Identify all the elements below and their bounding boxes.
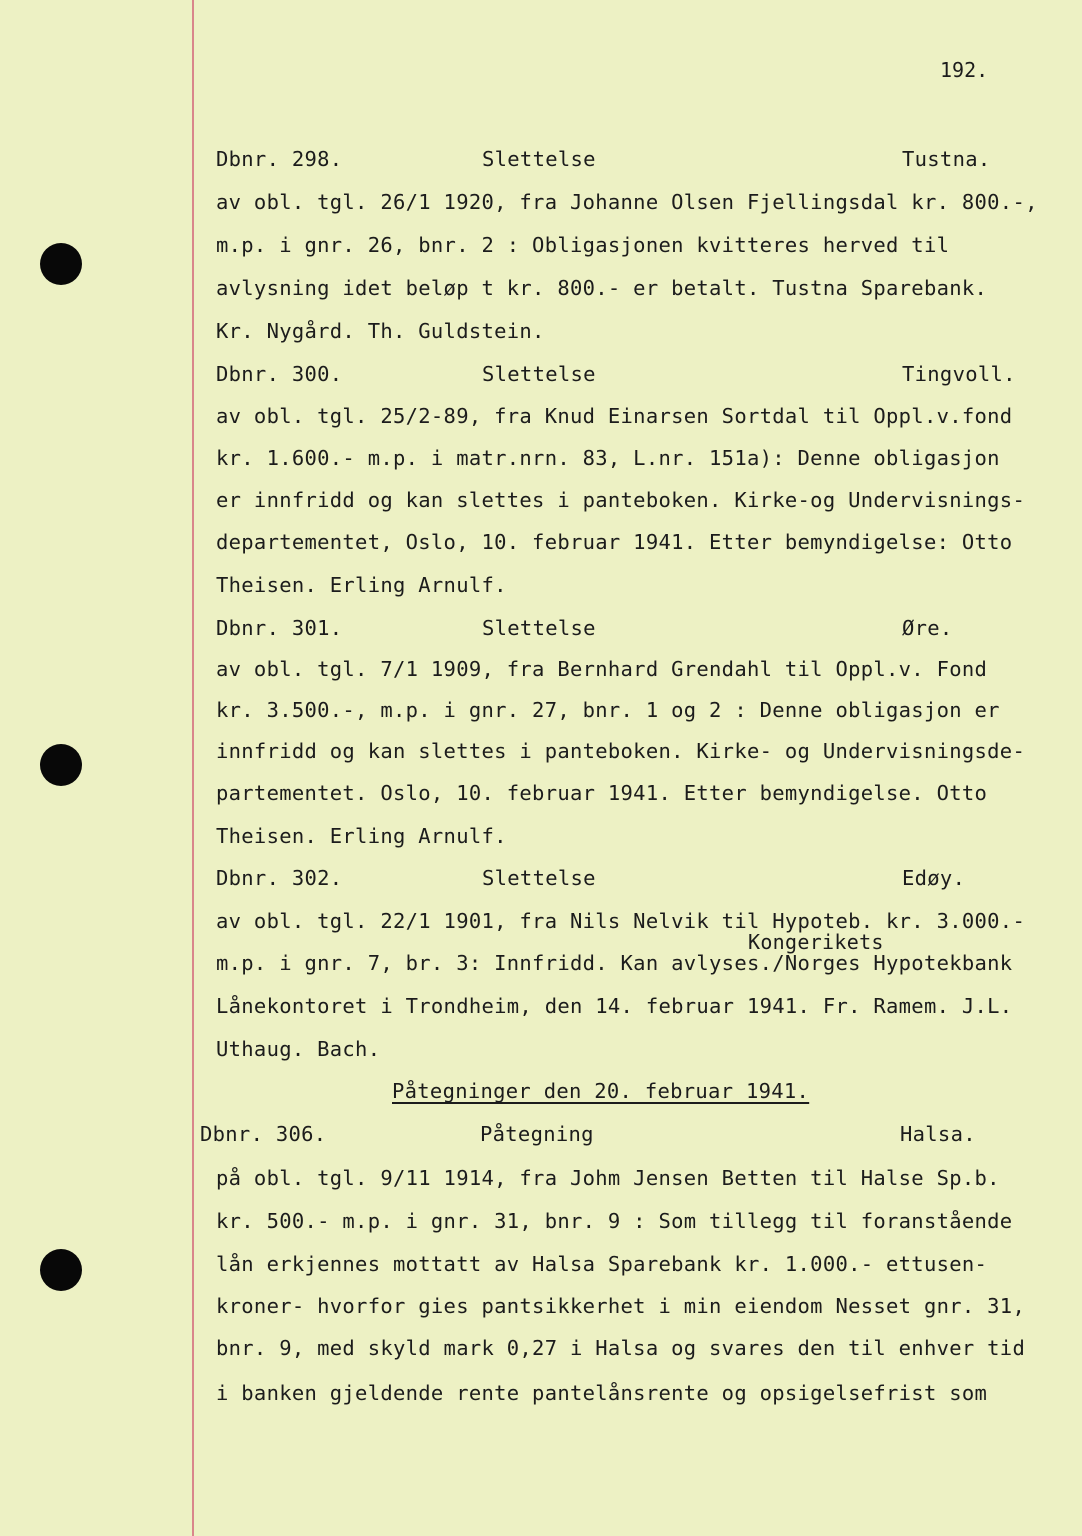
entry-text-line: innfridd og kan slettes i panteboken. Kirke- og Undervisningsde- [216, 739, 1026, 763]
interlinear-insertion: Kongerikets [748, 930, 884, 954]
entry-place: Edøy. [902, 866, 966, 890]
entry-text-line: av obl. tgl. 26/1 1920, fra Johanne Olsen Fjellingsdal kr. 800.-, [216, 190, 1038, 214]
entry-type: Slettelse [482, 616, 596, 640]
entry-place: Tingvoll. [902, 362, 1016, 386]
entry-text-line: Uthaug. Bach. [216, 1037, 381, 1061]
entry-type: Slettelse [482, 147, 596, 171]
entry-text-line: av obl. tgl. 25/2-89, fra Knud Einarsen Sortdal til Oppl.v.fond [216, 404, 1013, 428]
entry-text-line: m.p. i gnr. 26, bnr. 2 : Obligasjonen kvitteres herved til [216, 233, 950, 257]
page-number: 192. [940, 58, 989, 82]
entry-text-line: kr. 3.500.-, m.p. i gnr. 27, bnr. 1 og 2 : Denne obligasjon er [216, 698, 1000, 722]
punch-hole [40, 744, 82, 786]
entry-text-line: partementet. Oslo, 10. februar 1941. Etter bemyndigelse. Otto [216, 781, 988, 805]
entry-text-line: av obl. tgl. 7/1 1909, fra Bernhard Grendahl til Oppl.v. Fond [216, 657, 988, 681]
entry-number: Dbnr. 300. [216, 362, 343, 386]
punch-hole [40, 1249, 82, 1291]
entry-text-line: er innfridd og kan slettes i panteboken. Kirke-og Undervisnings- [216, 488, 1026, 512]
entry-text-line: kroner- hvorfor gies pantsikkerhet i min eiendom Nesset gnr. 31, [216, 1294, 1026, 1318]
entry-text-line: på obl. tgl. 9/11 1914, fra Johm Jensen Betten til Halse Sp.b. [216, 1166, 1000, 1190]
entry-type: Påtegning [480, 1122, 594, 1146]
entry-text-line: av obl. tgl. 22/1 1901, fra Nils Nelvik til Hypoteb. kr. 3.000.- [216, 909, 1026, 933]
entry-text-line: departementet, Oslo, 10. februar 1941. Etter bemyndigelse: Otto [216, 530, 1013, 554]
entry-text-line: avlysning idet beløp t kr. 800.- er betalt. Tustna Sparebank. [216, 276, 988, 300]
entry-number: Dbnr. 301. [216, 616, 343, 640]
entry-text-line: m.p. i gnr. 7, br. 3: Innfridd. Kan avlyses./Norges Hypotekbank [216, 951, 1013, 975]
entry-number: Dbnr. 306. [200, 1122, 327, 1146]
entry-type: Slettelse [482, 362, 596, 386]
entry-place: Øre. [902, 616, 953, 640]
entry-text-line: Kr. Nygård. Th. Guldstein. [216, 319, 545, 343]
entry-type: Slettelse [482, 866, 596, 890]
entry-place: Halsa. [900, 1122, 976, 1146]
punch-hole [40, 243, 82, 285]
margin-rule [192, 0, 194, 1536]
entry-text-line: bnr. 9, med skyld mark 0,27 i Halsa og svares den til enhver tid [216, 1336, 1026, 1360]
entry-text-line: Theisen. Erling Arnulf. [216, 824, 507, 848]
entry-text-line: Theisen. Erling Arnulf. [216, 573, 507, 597]
entry-text-line: i banken gjeldende rente pantelånsrente og opsigelsefrist som [216, 1381, 988, 1405]
entry-text-line: Lånekontoret i Trondheim, den 14. februar 1941. Fr. Ramem. J.L. [216, 994, 1013, 1018]
entry-text-line: kr. 500.- m.p. i gnr. 31, bnr. 9 : Som tillegg til foranstående [216, 1209, 1013, 1233]
entry-number: Dbnr. 298. [216, 147, 343, 171]
entry-place: Tustna. [902, 147, 991, 171]
entry-text-line: kr. 1.600.- m.p. i matr.nrn. 83, L.nr. 151a): Denne obligasjon [216, 446, 1000, 470]
entry-text-line: lån erkjennes mottatt av Halsa Sparebank kr. 1.000.- ettusen- [216, 1252, 988, 1276]
entry-number: Dbnr. 302. [216, 866, 343, 890]
section-heading: Påtegninger den 20. februar 1941. [392, 1079, 810, 1103]
